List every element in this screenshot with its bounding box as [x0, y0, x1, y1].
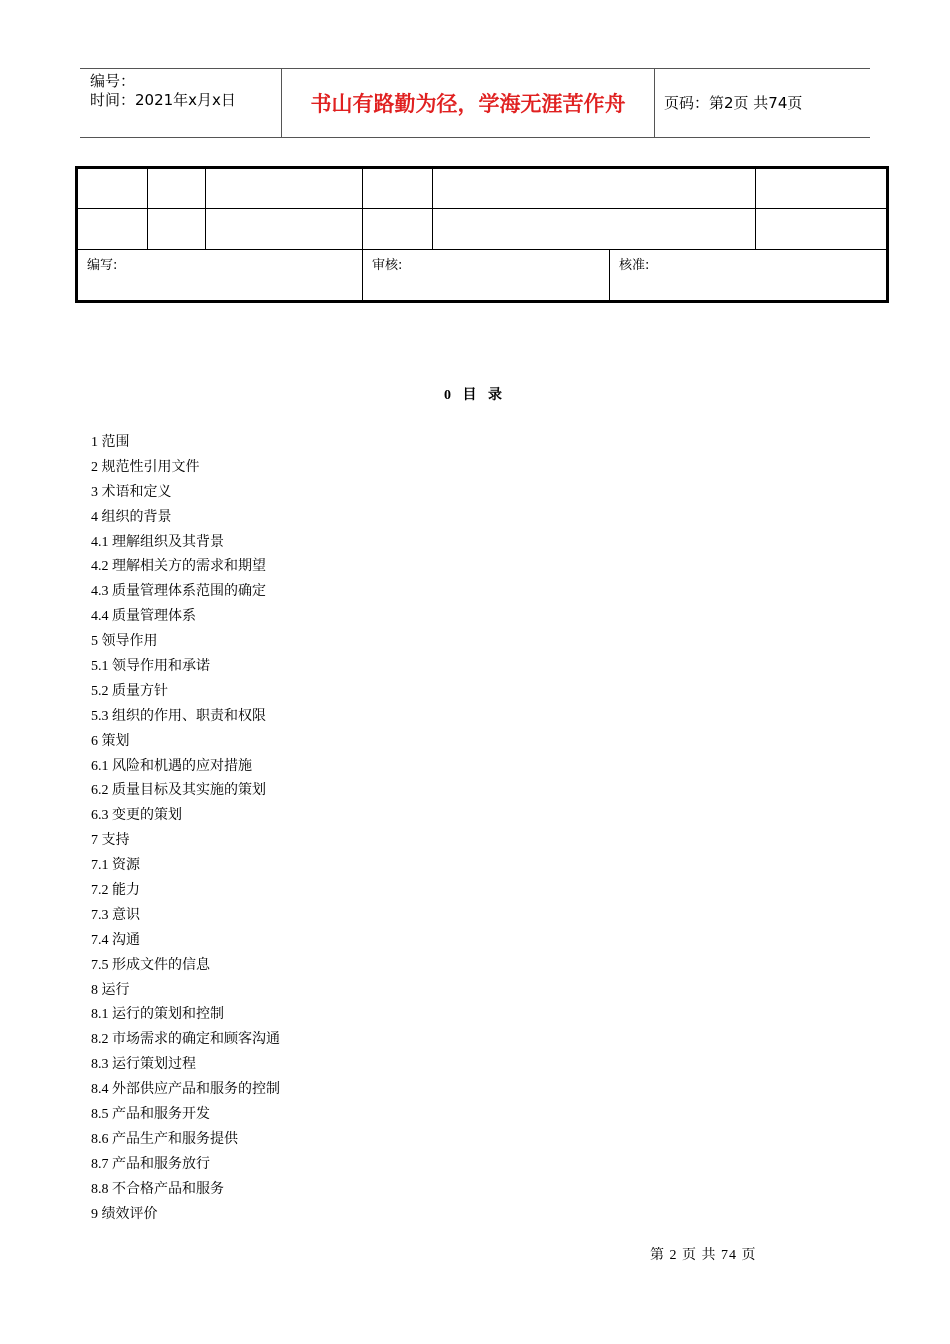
header-page-info: 页码：第2页 共74页 [664, 94, 803, 112]
document-number-label: 编号： [90, 72, 136, 90]
approver-label: 核准: [619, 258, 650, 273]
approval-table [75, 166, 889, 303]
toc-item[interactable]: 6 策划 [91, 733, 130, 749]
toc-item[interactable]: 4.3 质量管理体系范围的确定 [91, 584, 266, 600]
header-motto: 书山有路勤为径，学海无涯苦作舟 [310, 92, 626, 116]
table-row-divider [78, 208, 886, 209]
toc-item[interactable]: 7.4 沟通 [91, 932, 140, 948]
toc-item[interactable]: 8.4 外部供应产品和服务的控制 [91, 1082, 280, 1098]
toc-item[interactable]: 7.3 意识 [91, 907, 140, 923]
table-column-divider [432, 169, 433, 250]
toc-title: 0 目 录 [444, 388, 506, 403]
table-column-divider [755, 169, 756, 250]
toc-item[interactable]: 6.1 风险和机遇的应对措施 [91, 758, 252, 774]
toc-item[interactable]: 4.2 理解相关方的需求和期望 [91, 559, 266, 575]
toc-item[interactable]: 6.2 质量目标及其实施的策划 [91, 783, 266, 799]
reviewer-label: 审核: [372, 258, 403, 273]
toc-item[interactable]: 8.7 产品和服务放行 [91, 1156, 210, 1172]
writer-label: 编写: [87, 258, 118, 273]
toc-item[interactable]: 8.8 不合格产品和服务 [91, 1181, 224, 1197]
toc-item[interactable]: 3 术语和定义 [91, 484, 172, 500]
toc-item[interactable]: 4.4 质量管理体系 [91, 609, 196, 625]
table-row-divider [78, 249, 886, 250]
toc-item[interactable]: 4.1 理解组织及其背景 [91, 534, 224, 550]
header-page-cell [654, 69, 870, 137]
toc-item[interactable]: 5.2 质量方针 [91, 683, 168, 699]
toc-list [91, 432, 691, 1229]
toc-item[interactable]: 5.3 组织的作用、职责和权限 [91, 708, 266, 724]
toc-item[interactable]: 5 领导作用 [91, 634, 158, 650]
table-column-divider [362, 250, 363, 300]
toc-item[interactable]: 4 组织的背景 [91, 509, 172, 525]
toc-item[interactable]: 8 运行 [91, 982, 130, 998]
toc-item[interactable]: 9 绩效评价 [91, 1206, 158, 1222]
toc-item[interactable]: 8.6 产品生产和服务提供 [91, 1131, 238, 1147]
table-column-divider [362, 169, 363, 250]
header-motto-cell [281, 69, 655, 137]
toc-item[interactable]: 7 支持 [91, 833, 130, 849]
toc-item[interactable]: 2 规范性引用文件 [91, 459, 200, 475]
toc-item[interactable]: 8.5 产品和服务开发 [91, 1107, 210, 1123]
toc-item[interactable]: 8.2 市场需求的确定和顾客沟通 [91, 1032, 280, 1048]
table-column-divider [609, 250, 610, 300]
toc-item[interactable]: 5.1 领导作用和承诺 [91, 659, 210, 675]
toc-item[interactable]: 1 范围 [91, 435, 130, 450]
header-meta-cell [80, 69, 280, 137]
table-column-divider [147, 169, 148, 250]
table-column-divider [205, 169, 206, 250]
toc-item[interactable]: 6.3 变更的策划 [91, 808, 182, 824]
toc-item[interactable]: 7.2 能力 [91, 883, 140, 899]
toc-item[interactable]: 7.1 资源 [91, 858, 140, 874]
toc-item[interactable]: 8.3 运行策划过程 [91, 1057, 196, 1073]
toc-item[interactable]: 7.5 形成文件的信息 [91, 957, 210, 973]
toc-item[interactable]: 8.1 运行的策划和控制 [91, 1007, 224, 1023]
document-header [80, 68, 870, 138]
document-time-label: 时间：2021年x月x日 [90, 91, 236, 109]
page-footer: 第 2 页 共 74 页 [650, 1248, 757, 1263]
